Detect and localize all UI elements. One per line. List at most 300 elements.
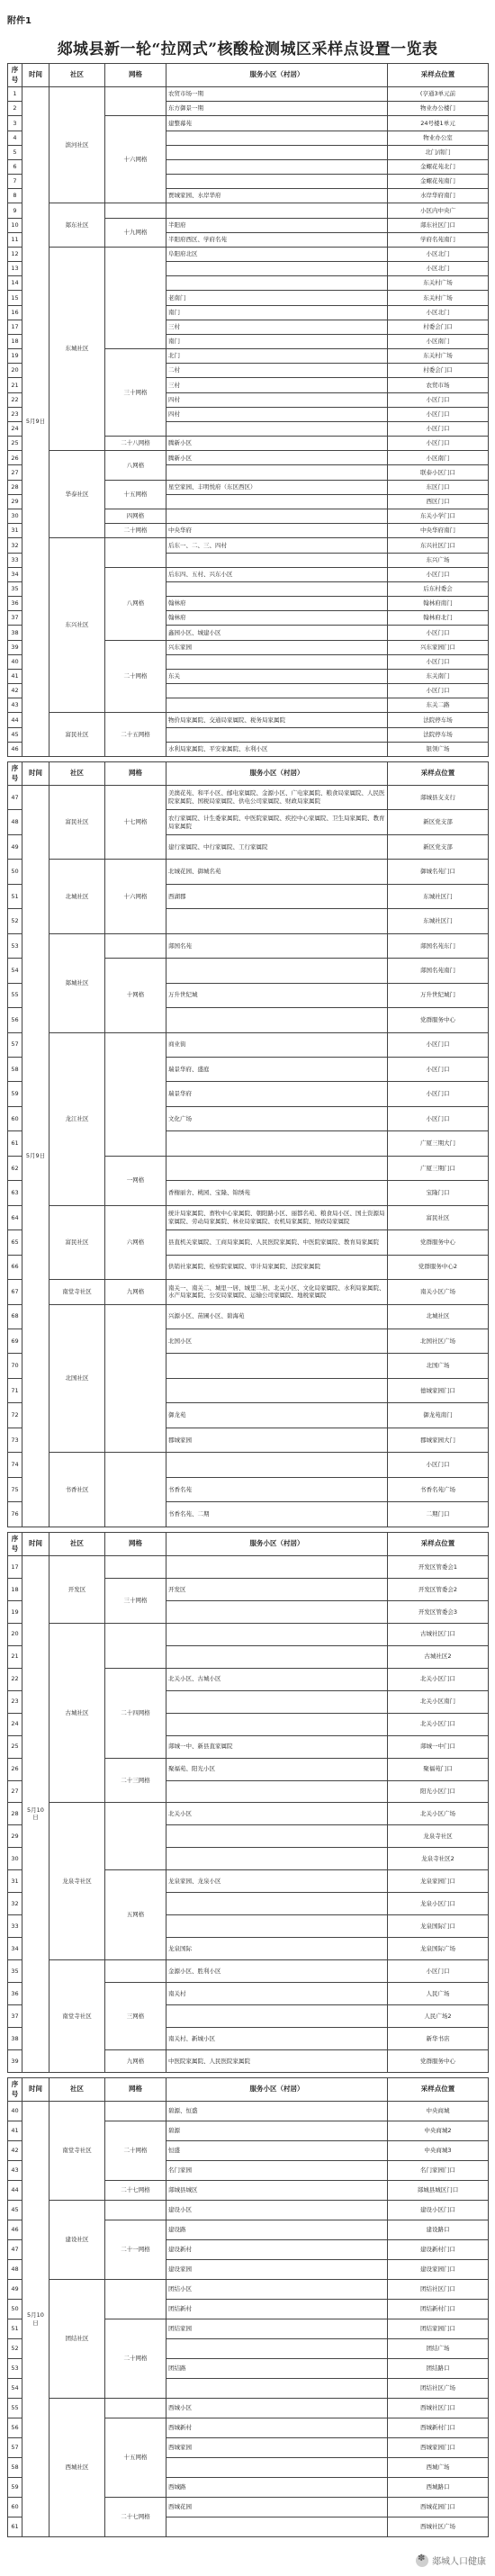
cell-no: 37 bbox=[8, 611, 22, 626]
cell-no: 34 bbox=[8, 567, 22, 581]
cell-community: 开发区 bbox=[50, 1556, 105, 1624]
table-row bbox=[8, 538, 489, 553]
cell-community: 南堂寺社区 bbox=[50, 1960, 105, 2073]
cell-service-area bbox=[166, 1354, 388, 1378]
cell-sampling-site: 小区门口 bbox=[388, 654, 489, 669]
watermark-text: 郯城人口健康 bbox=[432, 2557, 486, 2567]
cell-service-area: 瑞景华府 bbox=[166, 1082, 388, 1106]
cell-grid bbox=[105, 203, 166, 218]
cell-no: 31 bbox=[8, 1870, 22, 1893]
cell-sampling-site: 西城路口 bbox=[388, 2478, 489, 2498]
table-row bbox=[8, 1280, 489, 1304]
cell-service-area: 建设新村 bbox=[166, 2240, 388, 2260]
cell-sampling-site: 中央华府南门 bbox=[388, 524, 489, 538]
cell-service-area: 碧源、恒盛 bbox=[166, 2102, 388, 2121]
cell-grid: 二十七网格 bbox=[105, 2181, 166, 2201]
page-title: 郯城县新一轮“拉网式”核酸检测城区采样点设置一览表 bbox=[57, 41, 438, 59]
cell-no: 23 bbox=[8, 407, 22, 421]
table-row bbox=[8, 1556, 489, 1579]
cell-no: 8 bbox=[8, 189, 22, 203]
cell-service-area: 北门 bbox=[166, 349, 388, 364]
cell-service-area bbox=[166, 1713, 388, 1735]
header-col-no: 序号 bbox=[8, 2078, 22, 2102]
cell-service-area: 龙泉国际 bbox=[166, 1938, 388, 1960]
cell-no: 29 bbox=[8, 494, 22, 509]
cell-no: 22 bbox=[8, 392, 22, 407]
cell-sampling-site: 新区党支部 bbox=[388, 834, 489, 859]
cell-no: 47 bbox=[8, 786, 22, 810]
cell-sampling-site: 龙泉国际门口 bbox=[388, 1915, 489, 1938]
table-row bbox=[8, 786, 489, 810]
cell-service-area bbox=[166, 494, 388, 509]
cell-service-area bbox=[166, 421, 388, 436]
cell-service-area: 郯城一中、新县直家属院 bbox=[166, 1735, 388, 1758]
cell-no: 43 bbox=[8, 2161, 22, 2181]
cell-sampling-site: 金螺花苑北门 bbox=[388, 159, 489, 174]
cell-no: 10 bbox=[8, 218, 22, 232]
cell-no: 31 bbox=[8, 524, 22, 538]
cell-no: 21 bbox=[8, 1645, 22, 1668]
cell-no: 59 bbox=[8, 1082, 22, 1106]
table-header-row bbox=[8, 1533, 489, 1556]
cell-service-area: 县直机关家属院、工商局家属院、人民医院家属院、中医院家属院、教育局家属院 bbox=[166, 1230, 388, 1255]
cell-service-area: 供销社家属院、检察院家属院、审计局家属院、法院家属院 bbox=[166, 1255, 388, 1279]
cell-sampling-site: 翰林府南门 bbox=[388, 597, 489, 611]
header-col-grid: 网格 bbox=[105, 1533, 166, 1556]
cell-no: 70 bbox=[8, 1354, 22, 1378]
cell-service-area: 瑞景华府、盛庭 bbox=[166, 1057, 388, 1081]
cell-grid bbox=[105, 87, 166, 116]
cell-no: 37 bbox=[8, 2005, 22, 2028]
cell-service-area: 农贸市场一期 bbox=[166, 87, 388, 102]
cell-sampling-site: 万升世纪城门 bbox=[388, 983, 489, 1007]
cell-service-area: 金源小区、胜利小区 bbox=[166, 1960, 388, 1983]
cell-no: 18 bbox=[8, 1578, 22, 1600]
cell-no: 32 bbox=[8, 1893, 22, 1915]
cell-community: 富民社区 bbox=[50, 1205, 105, 1279]
cell-no: 28 bbox=[8, 480, 22, 494]
cell-service-area bbox=[166, 2379, 388, 2399]
cell-no: 60 bbox=[8, 2498, 22, 2517]
table-row bbox=[8, 2399, 489, 2418]
header-col-community: 社区 bbox=[50, 762, 105, 786]
table-row bbox=[8, 451, 489, 465]
cell-service-area: 二村 bbox=[166, 364, 388, 378]
cell-no: 25 bbox=[8, 437, 22, 451]
cell-service-area bbox=[166, 553, 388, 567]
cell-sampling-site: 广厦三期大门 bbox=[388, 1131, 489, 1156]
table-row bbox=[8, 203, 489, 218]
table-row bbox=[8, 87, 489, 102]
cell-no: 53 bbox=[8, 2359, 22, 2379]
cell-sampling-site: 郯东社区门口 bbox=[388, 218, 489, 232]
cell-sampling-site: 学府名苑南门 bbox=[388, 232, 489, 247]
cell-service-area: 南关村 bbox=[166, 1983, 388, 2005]
cell-grid: 二十五网格 bbox=[105, 713, 166, 757]
cell-community: 郯城社区 bbox=[50, 933, 105, 1032]
cell-sampling-site: 人民广场2 bbox=[388, 2005, 489, 2028]
header-col-grid: 网格 bbox=[105, 762, 166, 786]
header-col-grid: 网格 bbox=[105, 2078, 166, 2102]
cell-service-area bbox=[166, 1623, 388, 1645]
cell-service-area: 北关小区 bbox=[166, 1803, 388, 1825]
cell-sampling-site: 郡城家园大门 bbox=[388, 1428, 489, 1452]
cell-sampling-site: 西城新村门口 bbox=[388, 2418, 489, 2438]
cell-service-area: 中央华府 bbox=[166, 524, 388, 538]
cell-sampling-site: 富民社区 bbox=[388, 1205, 489, 1229]
cell-service-area: 郡城家园 bbox=[166, 1428, 388, 1452]
cell-service-area: 西湖郡 bbox=[166, 884, 388, 908]
cell-service-area: 碧源 bbox=[166, 2121, 388, 2141]
cell-service-area: 美澳花苑、和平小区、邮电家属院、金源小区、广电家属院、粮食局家属院、人民医院家属院、国税局家属院、供电公司家属院、财政局家属院 bbox=[166, 786, 388, 810]
cell-no: 17 bbox=[8, 320, 22, 334]
cell-sampling-site: 御龙苑南门 bbox=[388, 1403, 489, 1428]
cell-no: 51 bbox=[8, 884, 22, 908]
cell-grid: 八网格 bbox=[105, 567, 166, 640]
cell-service-area: 建设家园 bbox=[166, 2260, 388, 2280]
cell-sampling-site: 建设小区门口 bbox=[388, 2201, 489, 2220]
cell-grid bbox=[105, 933, 166, 958]
cell-sampling-site: 东城社区门 bbox=[388, 884, 489, 908]
table-row bbox=[8, 2280, 489, 2300]
header-col-no: 序号 bbox=[8, 1533, 22, 1556]
cell-no: 46 bbox=[8, 2220, 22, 2240]
cell-no: 50 bbox=[8, 860, 22, 884]
cell-service-area: 团结新村 bbox=[166, 2300, 388, 2319]
cell-service-area bbox=[166, 1156, 388, 1180]
cell-no: 24 bbox=[8, 1713, 22, 1735]
cell-sampling-site: 农贸市场 bbox=[388, 378, 489, 392]
cell-no: 62 bbox=[8, 1156, 22, 1180]
cell-sampling-site: 古城社区2 bbox=[388, 1645, 489, 1668]
cell-sampling-site: 小区门口 bbox=[388, 437, 489, 451]
cell-no: 36 bbox=[8, 1983, 22, 2005]
cell-no: 74 bbox=[8, 1453, 22, 1477]
header-col-community: 社区 bbox=[50, 64, 105, 87]
cell-sampling-site: 团结路口 bbox=[388, 2359, 489, 2379]
cell-no: 26 bbox=[8, 1758, 22, 1780]
cell-grid: 三十网格 bbox=[105, 349, 166, 437]
cell-no: 69 bbox=[8, 1329, 22, 1353]
cell-sampling-site: 北关小区门口 bbox=[388, 1668, 489, 1690]
cell-service-area bbox=[166, 131, 388, 145]
cell-sampling-site: 物业办公楼门 bbox=[388, 102, 489, 116]
cell-service-area: 团结路 bbox=[166, 2359, 388, 2379]
cell-sampling-site: 书香名苑广场 bbox=[388, 1477, 489, 1501]
cell-no: 66 bbox=[8, 1255, 22, 1279]
cell-service-area: 翰林府 bbox=[166, 597, 388, 611]
cell-service-area bbox=[166, 203, 388, 218]
cell-sampling-site: 东兴社区门口 bbox=[388, 538, 489, 553]
cell-time: 5月10日 bbox=[22, 2102, 50, 2537]
cell-community: 北城社区 bbox=[50, 860, 105, 933]
cell-service-area: 建行家属院、中行家属院、工行家属院 bbox=[166, 834, 388, 859]
table-row bbox=[8, 713, 489, 727]
cell-no: 58 bbox=[8, 1057, 22, 1081]
cell-no: 52 bbox=[8, 2339, 22, 2359]
cell-sampling-site: 小区门口 bbox=[388, 567, 489, 581]
cell-grid: 三网格 bbox=[105, 1983, 166, 2050]
cell-no: 75 bbox=[8, 1477, 22, 1501]
cell-sampling-site: 新区党支部 bbox=[388, 810, 489, 834]
table-row bbox=[8, 2102, 489, 2121]
cell-service-area bbox=[166, 1825, 388, 1848]
cell-no: 33 bbox=[8, 1915, 22, 1938]
header-col-area: 服务小区（村居） bbox=[166, 1533, 388, 1556]
cell-no: 26 bbox=[8, 451, 22, 465]
cell-no: 28 bbox=[8, 1803, 22, 1825]
cell-sampling-site: 开发区管委会2 bbox=[388, 1578, 489, 1600]
cell-no: 58 bbox=[8, 2458, 22, 2478]
cell-service-area: 南关村、新城小区 bbox=[166, 2028, 388, 2050]
cell-no: 56 bbox=[8, 1008, 22, 1032]
cell-no: 49 bbox=[8, 2280, 22, 2300]
cell-grid: 八网格 bbox=[105, 451, 166, 480]
cell-sampling-site: 郯城一中门口 bbox=[388, 1735, 489, 1758]
header-col-site: 采样点位置 bbox=[388, 762, 489, 786]
cell-service-area bbox=[166, 2339, 388, 2359]
cell-service-area: 中医院家属院、人民医院家属院 bbox=[166, 2049, 388, 2072]
cell-sampling-site: 后东村委会 bbox=[388, 581, 489, 596]
cell-sampling-site: 北国社区广场 bbox=[388, 1329, 489, 1353]
cell-sampling-site: 24号楼1单元 bbox=[388, 116, 489, 131]
cell-service-area bbox=[166, 698, 388, 713]
cell-service-area: 建整幕苑 bbox=[166, 116, 388, 131]
cell-service-area: 名门家园 bbox=[166, 2161, 388, 2181]
cell-no: 61 bbox=[8, 2517, 22, 2537]
cell-service-area bbox=[166, 959, 388, 983]
header-col-no: 序号 bbox=[8, 762, 22, 786]
cell-service-area: 书香名苑 bbox=[166, 1477, 388, 1501]
cell-no: 7 bbox=[8, 175, 22, 189]
cell-service-area: 农行家属院、计生委家属院、中医院家属院、疾控中心家属院、卫生局家属院、教育局家属院 bbox=[166, 810, 388, 834]
cell-no: 24 bbox=[8, 421, 22, 436]
cell-grid bbox=[105, 1453, 166, 1527]
cell-no: 18 bbox=[8, 334, 22, 348]
table-row bbox=[8, 1803, 489, 1825]
cell-service-area bbox=[166, 1131, 388, 1156]
table-row bbox=[8, 1032, 489, 1057]
cell-sampling-site: 小区南门 bbox=[388, 334, 489, 348]
cell-no: 5 bbox=[8, 145, 22, 159]
cell-sampling-site: (亨通3单元前 bbox=[388, 87, 489, 102]
cell-service-area: 南门 bbox=[166, 305, 388, 320]
table-row bbox=[8, 860, 489, 884]
cell-grid: 二十七网格 bbox=[105, 2498, 166, 2537]
cell-grid: 一网格 bbox=[105, 1156, 166, 1205]
cell-grid: 二十三网格 bbox=[105, 1758, 166, 1803]
cell-sampling-site: 开发区管委会1 bbox=[388, 1556, 489, 1579]
cell-community: 龙泉寺社区 bbox=[50, 1803, 105, 1960]
cell-sampling-site: 法院停车场 bbox=[388, 727, 489, 742]
cell-sampling-site: 龙泉家园门口 bbox=[388, 1870, 489, 1893]
cell-grid: 二十网格 bbox=[105, 640, 166, 713]
cell-grid bbox=[105, 1556, 166, 1579]
cell-service-area: 西城小区 bbox=[166, 2399, 388, 2418]
cell-sampling-site: 东关村广场 bbox=[388, 291, 489, 305]
cell-community: 西城社区 bbox=[50, 2399, 105, 2537]
cell-community: 富民社区 bbox=[50, 786, 105, 860]
cell-sampling-site: 北关小区南门 bbox=[388, 1690, 489, 1713]
cell-grid: 二十网格 bbox=[105, 2319, 166, 2399]
cell-service-area bbox=[166, 1915, 388, 1938]
cell-no: 30 bbox=[8, 1848, 22, 1870]
cell-no: 1 bbox=[8, 87, 22, 102]
cell-service-area: 商业街 bbox=[166, 1032, 388, 1057]
cell-sampling-site: 中央商城3 bbox=[388, 2141, 489, 2161]
header-col-site: 采样点位置 bbox=[388, 2078, 489, 2102]
cell-no: 11 bbox=[8, 232, 22, 247]
cell-service-area: 团结家园 bbox=[166, 2319, 388, 2339]
cell-no: 13 bbox=[8, 262, 22, 276]
cell-no: 44 bbox=[8, 713, 22, 727]
cell-service-area: 文化广场 bbox=[166, 1106, 388, 1130]
cell-no: 67 bbox=[8, 1280, 22, 1304]
cell-sampling-site: 小区北门 bbox=[388, 247, 489, 261]
cell-service-area: 后东四、五村、兴东小区 bbox=[166, 567, 388, 581]
cell-service-area bbox=[166, 1600, 388, 1623]
cell-grid: 十六网格 bbox=[105, 860, 166, 933]
cell-no: 35 bbox=[8, 1960, 22, 1983]
cell-sampling-site: 北国广场 bbox=[388, 1354, 489, 1378]
cell-grid bbox=[105, 1960, 166, 1983]
cell-sampling-site: 小区门口 bbox=[388, 626, 489, 640]
table-row bbox=[8, 1205, 489, 1229]
cell-service-area bbox=[166, 1848, 388, 1870]
cell-service-area bbox=[166, 1893, 388, 1915]
cell-time: 5月10日 bbox=[22, 1556, 50, 2073]
cell-sampling-site: 村委会门口 bbox=[388, 364, 489, 378]
cell-sampling-site: 人民广场 bbox=[388, 1983, 489, 2005]
cell-service-area: 四村 bbox=[166, 392, 388, 407]
cell-sampling-site: 东城社区门 bbox=[388, 909, 489, 933]
cell-sampling-site: 德城家园门口 bbox=[388, 1378, 489, 1402]
cell-grid: 二十八网格 bbox=[105, 437, 166, 451]
cell-sampling-site: 小区门口 bbox=[388, 1960, 489, 1983]
cell-sampling-site: 团结家园门口 bbox=[388, 2319, 489, 2339]
cell-service-area bbox=[166, 276, 388, 291]
cell-no: 45 bbox=[8, 2201, 22, 2220]
cell-service-area bbox=[166, 727, 388, 742]
cell-service-area bbox=[166, 684, 388, 698]
cell-sampling-site: 小区南门 bbox=[388, 451, 489, 465]
header-col-site: 采样点位置 bbox=[388, 64, 489, 87]
cell-service-area: 阜阳府北区 bbox=[166, 247, 388, 261]
cell-grid: 二十一网格 bbox=[105, 2220, 166, 2280]
cell-sampling-site: 党群服务中心 bbox=[388, 1230, 489, 1255]
cell-service-area: 郯城县城区 bbox=[166, 2181, 388, 2201]
cell-service-area: 东方御景一期 bbox=[166, 102, 388, 116]
cell-no: 71 bbox=[8, 1378, 22, 1402]
cell-sampling-site: 西区门口 bbox=[388, 494, 489, 509]
sampling-table bbox=[7, 63, 489, 757]
cell-sampling-site: 郯城县支支行 bbox=[388, 786, 489, 810]
cell-service-area bbox=[166, 909, 388, 933]
cell-sampling-site: 龙泉小区门口 bbox=[388, 1893, 489, 1915]
cell-no: 49 bbox=[8, 834, 22, 859]
cell-sampling-site: 北关小区广场 bbox=[388, 1803, 489, 1825]
cell-no: 41 bbox=[8, 669, 22, 683]
cell-sampling-site: 北城社区 bbox=[388, 1304, 489, 1329]
cell-grid: 二十网格 bbox=[105, 524, 166, 538]
cell-sampling-site: 小区门口 bbox=[388, 407, 489, 421]
cell-grid: 十九网格 bbox=[105, 218, 166, 247]
cell-no: 19 bbox=[8, 349, 22, 364]
cell-community: 华泰社区 bbox=[50, 451, 105, 538]
cell-sampling-site: 小区北门 bbox=[388, 262, 489, 276]
cell-sampling-site: 法院停车场 bbox=[388, 713, 489, 727]
table-row bbox=[8, 2201, 489, 2220]
cell-no: 42 bbox=[8, 2141, 22, 2161]
cell-no: 50 bbox=[8, 2300, 22, 2319]
cell-no: 30 bbox=[8, 509, 22, 523]
cell-service-area: 水利局家属院、平安家属院、水利小区 bbox=[166, 742, 388, 756]
table-header-row bbox=[8, 2078, 489, 2102]
cell-sampling-site: 龙泉寺社区2 bbox=[388, 1848, 489, 1870]
cell-sampling-site: 金螺花苑南门 bbox=[388, 175, 489, 189]
cell-sampling-site: 名门家园门口 bbox=[388, 2161, 489, 2181]
cell-service-area: 翰林府 bbox=[166, 611, 388, 626]
cell-no: 76 bbox=[8, 1502, 22, 1527]
cell-sampling-site: 东兴广场 bbox=[388, 553, 489, 567]
cell-no: 39 bbox=[8, 640, 22, 654]
cell-service-area bbox=[166, 509, 388, 523]
cell-sampling-site: 西城社区广场 bbox=[388, 2517, 489, 2537]
cell-grid: 十五网格 bbox=[105, 480, 166, 509]
cell-no: 45 bbox=[8, 727, 22, 742]
cell-sampling-site: 西城家园门口 bbox=[388, 2438, 489, 2458]
cell-no: 54 bbox=[8, 2379, 22, 2399]
table-section-4 bbox=[7, 2077, 488, 2536]
cell-no: 46 bbox=[8, 742, 22, 756]
cell-no: 64 bbox=[8, 1205, 22, 1229]
cell-service-area: 龙泉家园、龙泉小区 bbox=[166, 1870, 388, 1893]
cell-sampling-site: 东关二路 bbox=[388, 698, 489, 713]
header-col-time: 时间 bbox=[22, 762, 50, 786]
cell-sampling-site: 古城社区门口 bbox=[388, 1623, 489, 1645]
cell-no: 63 bbox=[8, 1181, 22, 1205]
cell-service-area bbox=[166, 465, 388, 480]
cell-sampling-site: 西城社区门口 bbox=[388, 2399, 489, 2418]
cell-sampling-site: 北关小区门口 bbox=[388, 1713, 489, 1735]
cell-community: 东城社区 bbox=[50, 247, 105, 450]
table-header-row bbox=[8, 64, 489, 87]
cell-service-area: 鑫园小区、城建小区 bbox=[166, 626, 388, 640]
table-row bbox=[8, 247, 489, 261]
cell-service-area bbox=[166, 159, 388, 174]
cell-service-area: 老南门 bbox=[166, 291, 388, 305]
cell-grid: 十五网格 bbox=[105, 2418, 166, 2498]
table-row bbox=[8, 933, 489, 958]
cell-community: 古城社区 bbox=[50, 1623, 105, 1803]
cell-sampling-site: 银领广场 bbox=[388, 742, 489, 756]
cell-service-area: 贾城家园、水岸华府 bbox=[166, 189, 388, 203]
cell-grid: 九网格 bbox=[105, 2049, 166, 2072]
cell-no: 33 bbox=[8, 553, 22, 567]
cell-service-area bbox=[166, 2458, 388, 2478]
cell-service-area: 建设小区 bbox=[166, 2201, 388, 2220]
table-header-row bbox=[8, 762, 489, 786]
cell-community: 建设社区 bbox=[50, 2201, 105, 2280]
cell-service-area bbox=[166, 1008, 388, 1032]
cell-sampling-site: 建设路口 bbox=[388, 2220, 489, 2240]
header-col-grid: 网格 bbox=[105, 64, 166, 87]
wechat-icon bbox=[416, 2554, 428, 2567]
cell-sampling-site: 建设家园门口 bbox=[388, 2260, 489, 2280]
cell-no: 20 bbox=[8, 364, 22, 378]
cell-no: 55 bbox=[8, 2399, 22, 2418]
cell-no: 4 bbox=[8, 131, 22, 145]
